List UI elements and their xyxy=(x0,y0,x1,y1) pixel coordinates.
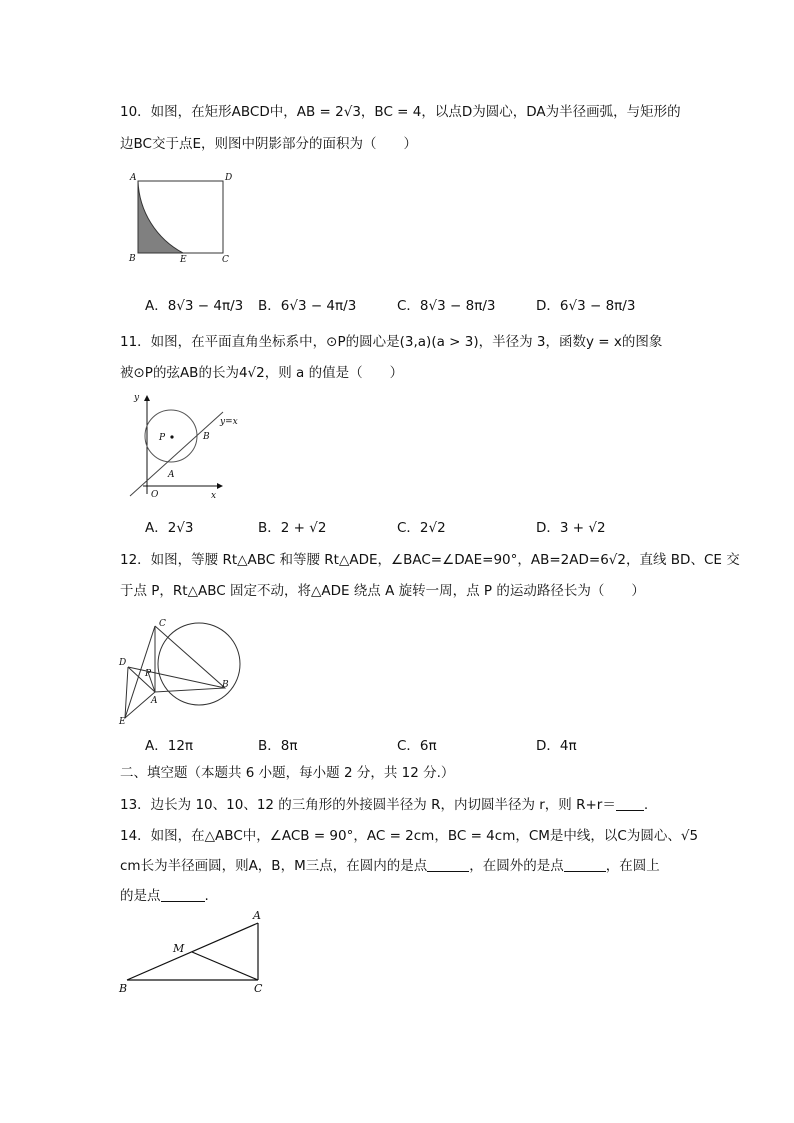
q10-option-b: B．6√3 − 4π/3 xyxy=(258,298,357,314)
q12-label-b: B xyxy=(222,680,229,690)
q10-option-c: C．8√3 − 8π/3 xyxy=(397,298,496,314)
q14-label-m: M xyxy=(173,942,185,955)
q12-label-d: D xyxy=(119,658,127,668)
q14-line3b: . xyxy=(204,888,209,904)
q11-option-b: B．2 + √2 xyxy=(258,520,327,536)
q10-label-c: C xyxy=(222,255,229,265)
q11-line2: 被⊙P的弦AB的长为4√2，则 a 的值是（ ） xyxy=(120,365,404,381)
q10-line2: 边BC交于点E，则图中阴影部分的面积为（ ） xyxy=(120,136,417,152)
q11-option-a: A．2√3 xyxy=(145,520,194,536)
q10-label-e: E xyxy=(180,255,187,265)
q10-option-a: A．8√3 − 4π/3 xyxy=(145,298,244,314)
q11-label-p: P xyxy=(159,433,166,443)
q10-label-b: B xyxy=(129,254,136,264)
q11-option-d: D．3 + √2 xyxy=(536,520,606,536)
q13-end: . xyxy=(643,797,649,813)
q14-line1: 14．如图，在△ABC中，∠ACB = 90°，AC = 2cm，BC = 4cm，CM是中线，以C为圆心、√5 xyxy=(120,828,699,844)
q11-label-a: A xyxy=(168,470,175,480)
q13-answer-blank[interactable] xyxy=(616,796,644,811)
q12-label-c: C xyxy=(159,619,166,629)
q14-label-a: A xyxy=(253,909,261,922)
q10-line1: 10．如图，在矩形ABCD中，AB = 2√3，BC = 4，以点D为圆心，DA为半径画弧，与矩形的 xyxy=(120,104,681,120)
q13-line xyxy=(120,795,648,815)
q14-line3a: 的是点 xyxy=(120,888,161,904)
q12-option-d: D．4π xyxy=(536,738,577,754)
q14-figure xyxy=(115,908,275,998)
q14-line2c: ，在圆上 xyxy=(605,858,660,874)
q13-text: 13．边长为 10、10、12 的三角形的外接圆半径为 R，内切圆半径为 r，则 R+r＝ xyxy=(120,797,616,813)
section2-heading: 二、填空题（本题共 6 小题，每小题 2 分，共 12 分.） xyxy=(120,765,455,781)
q12-figure xyxy=(115,610,245,730)
q10-figure xyxy=(125,170,240,265)
q11-label-y: y xyxy=(134,393,140,403)
q14-line3 xyxy=(120,886,209,906)
q14-inside-blank[interactable] xyxy=(427,857,469,872)
q14-outside-blank[interactable] xyxy=(564,857,606,872)
q11-label-b: B xyxy=(203,432,210,442)
q11-line1: 11．如图，在平面直角坐标系中，⊙P的圆心是(3,a)(a > 3)，半径为 3，函数y = x的图象 xyxy=(120,334,663,350)
q14-on-blank[interactable] xyxy=(161,887,205,902)
q11-label-o: O xyxy=(151,490,159,500)
q12-option-a: A．12π xyxy=(145,738,194,754)
q12-option-b: B．8π xyxy=(258,738,298,754)
q14-line2b: ，在圆外的是点 xyxy=(469,858,564,874)
q14-label-b: B xyxy=(119,982,128,995)
q12-label-p: P xyxy=(145,669,152,679)
q14-line2 xyxy=(120,856,660,876)
q12-label-a: A xyxy=(151,696,158,706)
q14-line2a: cm长为半径画圆，则A，B，M三点，在圆内的是点 xyxy=(120,858,428,874)
q10-label-a: A xyxy=(130,173,137,183)
q14-label-c: C xyxy=(254,982,263,995)
q12-line1: 12．如图，等腰 Rt△ABC 和等腰 Rt△ADE，∠BAC=∠DAE=90°，AB=2AD=6√2，直线 BD、CE 交 xyxy=(120,552,740,568)
q10-option-d: D．6√3 − 8π/3 xyxy=(536,298,636,314)
q11-label-x: x xyxy=(211,491,217,500)
q11-figure xyxy=(125,390,245,500)
q12-option-c: C．6π xyxy=(397,738,437,754)
q12-line2: 于点 P，Rt△ABC 固定不动，将△ADE 绕点 A 旋转一周，点 P 的运动路径长为（ ） xyxy=(120,583,645,599)
q10-label-d: D xyxy=(225,173,233,183)
q11-label-yx: y=x xyxy=(220,417,238,427)
q12-label-e: E xyxy=(119,717,126,727)
q11-option-c: C．2√2 xyxy=(397,520,446,536)
